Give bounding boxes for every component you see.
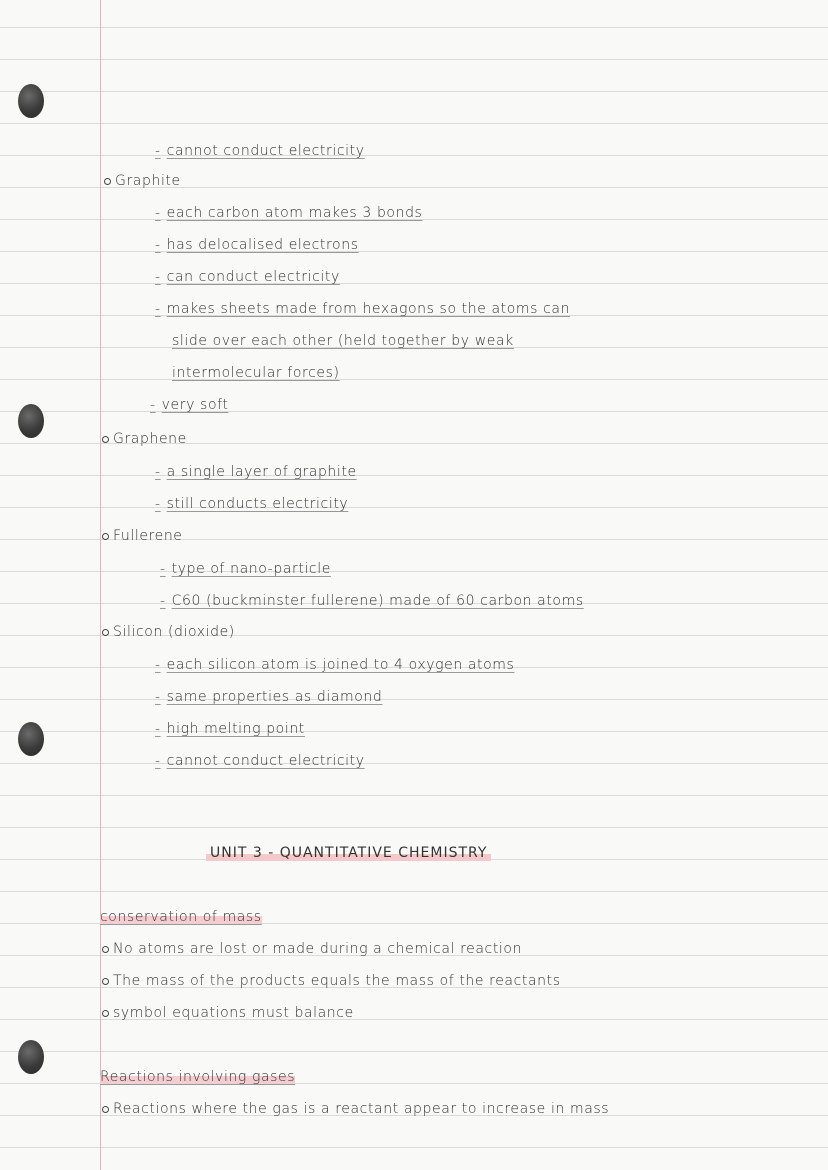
note-line: - C60 (buckminster fullerene) made of 60 carbon atoms <box>160 593 584 609</box>
note-line: - very soft <box>150 397 229 413</box>
note-line: - makes sheets made from hexagons so the atoms can <box>155 301 571 317</box>
note-line: - each carbon atom makes 3 bonds <box>155 205 423 221</box>
note-line: - can conduct electricity <box>155 269 340 285</box>
note-line: Reactions where the gas is a reactant appear to increase in mass <box>102 1101 609 1117</box>
punch-hole <box>18 84 44 118</box>
note-line: intermolecular forces) <box>172 365 340 381</box>
note-line: No atoms are lost or made during a chemical reaction <box>102 941 522 957</box>
note-line: - each silicon atom is joined to 4 oxygen atoms <box>155 657 515 673</box>
note-line: The mass of the products equals the mass of the reactants <box>102 973 561 989</box>
note-line: - cannot conduct electricity <box>155 143 365 159</box>
unit-heading: UNIT 3 - QUANTITATIVE CHEMISTRY <box>206 845 491 861</box>
section-title-gases: Reactions involving gases <box>100 1069 296 1085</box>
margin-line <box>100 0 101 1170</box>
section-title-conservation: conservation of mass <box>100 909 262 925</box>
note-line: - has delocalised electrons <box>155 237 359 253</box>
punch-hole <box>18 404 44 438</box>
section-title-graphite: Graphite <box>104 173 181 189</box>
note-line: - still conducts electricity <box>155 496 349 512</box>
note-line: slide over each other (held together by weak <box>172 333 514 349</box>
note-line: - same properties as diamond <box>155 689 383 705</box>
punch-hole <box>18 722 44 756</box>
section-title-silicon: Silicon (dioxide) <box>102 624 235 640</box>
note-line: - high melting point <box>155 721 305 737</box>
section-title-fullerene: Fullerene <box>102 528 183 544</box>
section-title-graphene: Graphene <box>102 431 187 447</box>
note-line: symbol equations must balance <box>102 1005 354 1021</box>
note-line: - type of nano-particle <box>160 561 331 577</box>
punch-hole <box>18 1040 44 1074</box>
note-line: - a single layer of graphite <box>155 464 357 480</box>
note-line: - cannot conduct electricity <box>155 753 365 769</box>
